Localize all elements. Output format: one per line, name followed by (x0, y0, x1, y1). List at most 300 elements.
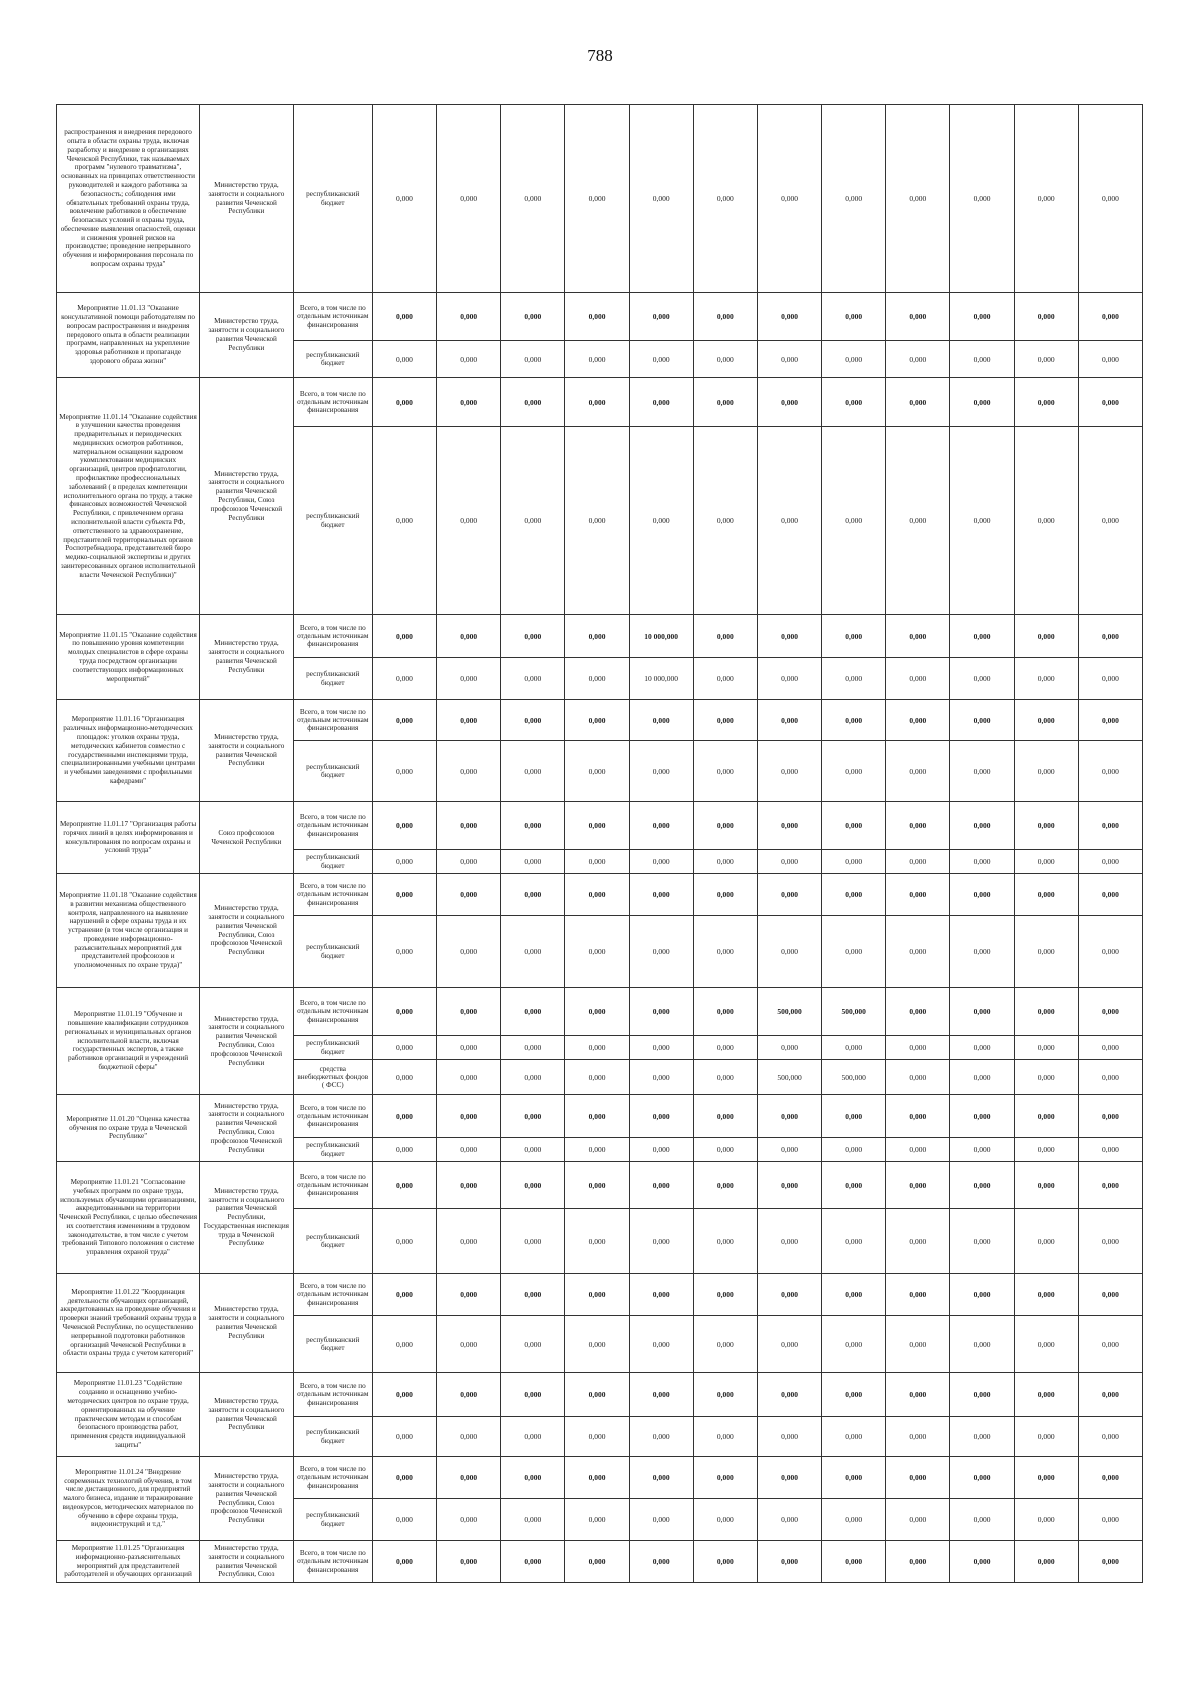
amount-cell: 0,000 (757, 741, 821, 802)
amount-cell: 0,000 (372, 1209, 436, 1274)
amount-cell: 0,000 (372, 1417, 436, 1457)
amount-cell: 0,000 (372, 1060, 436, 1095)
amount-cell: 0,000 (822, 427, 886, 615)
amount-cell: 0,000 (437, 1209, 501, 1274)
amount-cell: 0,000 (822, 916, 886, 988)
amount-cell: 0,000 (565, 1274, 629, 1316)
amount-cell: 0,000 (693, 802, 757, 850)
activity-name: Мероприятие 11.01.20 "Оценка качества обучения по охране труда в Чеченской Республике" (57, 1095, 200, 1162)
amount-cell: 0,000 (1078, 741, 1142, 802)
amount-cell: 0,000 (501, 658, 565, 700)
amount-cell: 0,000 (565, 916, 629, 988)
amount-cell: 0,000 (501, 615, 565, 658)
amount-cell: 0,000 (437, 615, 501, 658)
amount-cell: 0,000 (629, 1274, 693, 1316)
amount-cell: 0,000 (372, 1138, 436, 1162)
amount-cell: 0,000 (950, 293, 1014, 341)
amount-cell: 0,000 (886, 741, 950, 802)
amount-cell: 0,000 (693, 105, 757, 293)
amount-cell: 0,000 (1014, 850, 1078, 874)
amount-cell: 0,000 (1078, 105, 1142, 293)
table-row (57, 874, 1143, 916)
amount-cell: 0,000 (757, 874, 821, 916)
funding-source: Всего, в том числе по отдельным источникам финансирования (293, 1373, 372, 1417)
amount-cell: 0,000 (372, 916, 436, 988)
table-row (57, 700, 1143, 741)
amount-cell: 500,000 (757, 1060, 821, 1095)
executor-name: Министерство труда, занятости и социального развития Чеченской Республики (200, 700, 294, 802)
amount-cell: 0,000 (372, 741, 436, 802)
amount-cell: 0,000 (565, 1162, 629, 1209)
amount-cell: 0,000 (437, 1060, 501, 1095)
amount-cell: 500,000 (822, 1060, 886, 1095)
amount-cell: 0,000 (757, 1457, 821, 1499)
activity-name: Мероприятие 11.01.15 "Оказание содействия по повышению уровня компетенции молодых специалистов в сфере охраны труда посредством организации соответствующих информационных мероприятий" (57, 615, 200, 700)
activity-name: Мероприятие 11.01.25 "Организация информационно-разъяснительных мероприятий для представителей работодателей и обучающих организаций (57, 1541, 200, 1583)
amount-cell: 0,000 (822, 802, 886, 850)
amount-cell: 0,000 (437, 850, 501, 874)
amount-cell: 0,000 (693, 1162, 757, 1209)
table-body (57, 105, 1143, 1583)
amount-cell: 0,000 (629, 850, 693, 874)
amount-cell: 0,000 (629, 293, 693, 341)
amount-cell: 0,000 (501, 1209, 565, 1274)
executor-name: Министерство труда, занятости и социального развития Чеченской Республики, Союз профсоюзов Чеченской Республики (200, 1095, 294, 1162)
amount-cell: 0,000 (629, 1060, 693, 1095)
amount-cell: 0,000 (565, 1499, 629, 1541)
amount-cell: 0,000 (822, 1036, 886, 1060)
table-row (57, 988, 1143, 1036)
amount-cell: 0,000 (950, 1316, 1014, 1373)
amount-cell: 0,000 (501, 1162, 565, 1209)
funding-source: Всего, в том числе по отдельным источникам финансирования (293, 1162, 372, 1209)
amount-cell: 0,000 (693, 1138, 757, 1162)
amount-cell: 0,000 (693, 378, 757, 427)
amount-cell: 0,000 (886, 1373, 950, 1417)
amount-cell: 0,000 (565, 1036, 629, 1060)
table-row (57, 1162, 1143, 1209)
amount-cell: 0,000 (565, 1060, 629, 1095)
amount-cell: 0,000 (437, 293, 501, 341)
amount-cell: 0,000 (629, 1499, 693, 1541)
amount-cell: 0,000 (501, 1499, 565, 1541)
amount-cell: 0,000 (950, 874, 1014, 916)
amount-cell: 0,000 (693, 916, 757, 988)
activity-name: Мероприятие 11.01.18 "Оказание содействия в развитии механизма общественного контроля, направленного на выявление нарушений в сфере охраны труда и их устранение (в том числе организация и проведение информационно-разъяснительных мероприятий для представителей профсоюзов и уполномоченных по охране труда)" (57, 874, 200, 988)
amount-cell: 0,000 (1078, 988, 1142, 1036)
amount-cell: 0,000 (1014, 1316, 1078, 1373)
amount-cell: 0,000 (1078, 1373, 1142, 1417)
amount-cell: 0,000 (629, 1417, 693, 1457)
amount-cell: 0,000 (693, 615, 757, 658)
financing-table (56, 104, 1143, 1583)
amount-cell: 0,000 (629, 988, 693, 1036)
amount-cell: 0,000 (565, 658, 629, 700)
amount-cell: 0,000 (1078, 874, 1142, 916)
funding-source: Всего, в том числе по отдельным источникам финансирования (293, 378, 372, 427)
amount-cell: 0,000 (565, 293, 629, 341)
funding-source: Всего, в том числе по отдельным источникам финансирования (293, 802, 372, 850)
amount-cell: 0,000 (372, 1036, 436, 1060)
amount-cell: 0,000 (372, 1457, 436, 1499)
amount-cell: 0,000 (693, 1316, 757, 1373)
amount-cell: 0,000 (501, 1417, 565, 1457)
amount-cell: 0,000 (822, 293, 886, 341)
funding-source: Всего, в том числе по отдельным источникам финансирования (293, 1095, 372, 1138)
amount-cell: 0,000 (693, 874, 757, 916)
amount-cell: 0,000 (757, 427, 821, 615)
amount-cell: 0,000 (437, 1274, 501, 1316)
activity-name: распространения и внедрения передового опыта в области охраны труда, включая разработку и внедрение в организациях Чеченской Республики, так называемых программ "нулевого травматизма", основанных на принципах ответственности руководителей и каждого работника за безопасность; соблюдения ими обязательных требований охраны труда, вовлечение работников в обеспечение безопасных условий и охраны труда, обеспечение выявления опасностей, оценки и снижения уровней рисков на производстве; проведение непрерывного обучения и информирования персонала по вопросам охраны труда" (57, 105, 200, 293)
amount-cell: 0,000 (886, 1274, 950, 1316)
amount-cell: 0,000 (629, 1138, 693, 1162)
amount-cell: 0,000 (629, 1373, 693, 1417)
amount-cell: 0,000 (950, 378, 1014, 427)
amount-cell: 0,000 (1078, 1457, 1142, 1499)
executor-name: Министерство труда, занятости и социального развития Чеченской Республики, Союз профсоюзов Чеченской Республики (200, 874, 294, 988)
amount-cell: 0,000 (950, 1162, 1014, 1209)
funding-source: Всего, в том числе по отдельным источникам финансирования (293, 1274, 372, 1316)
activity-name: Мероприятие 11.01.17 "Организация работы горячих линий в целях информирования и консультирования по вопросам охраны и условий труда" (57, 802, 200, 874)
amount-cell: 0,000 (501, 1457, 565, 1499)
amount-cell: 0,000 (822, 850, 886, 874)
amount-cell: 0,000 (886, 988, 950, 1036)
amount-cell: 0,000 (1078, 378, 1142, 427)
amount-cell: 0,000 (629, 427, 693, 615)
executor-name: Министерство труда, занятости и социального развития Чеченской Республики, Союз профсоюзов Чеченской Республики (200, 988, 294, 1095)
amount-cell: 0,000 (1078, 850, 1142, 874)
amount-cell: 0,000 (1078, 293, 1142, 341)
amount-cell: 0,000 (372, 1316, 436, 1373)
activity-name: Мероприятие 11.01.16 "Организация различных информационно-методических площадок: уголков охраны труда, методических кабинетов совместно с государственными инспекциями труда, специализированными учебными центрами и учебными заведениями с профильными кафедрами" (57, 700, 200, 802)
amount-cell: 0,000 (1078, 1095, 1142, 1138)
executor-name: Министерство труда, занятости и социального развития Чеченской Республики, Союз профсоюзов Чеченской Республики (200, 1457, 294, 1541)
amount-cell: 0,000 (1014, 378, 1078, 427)
amount-cell: 0,000 (886, 293, 950, 341)
amount-cell: 0,000 (822, 105, 886, 293)
amount-cell: 0,000 (822, 1457, 886, 1499)
amount-cell: 0,000 (629, 341, 693, 378)
amount-cell: 0,000 (1014, 1417, 1078, 1457)
amount-cell: 0,000 (501, 1316, 565, 1373)
amount-cell: 0,000 (950, 1417, 1014, 1457)
amount-cell: 0,000 (693, 341, 757, 378)
amount-cell: 0,000 (437, 658, 501, 700)
amount-cell: 0,000 (437, 1541, 501, 1583)
amount-cell: 0,000 (757, 293, 821, 341)
amount-cell: 0,000 (950, 741, 1014, 802)
amount-cell: 0,000 (501, 1373, 565, 1417)
amount-cell: 0,000 (372, 341, 436, 378)
amount-cell: 0,000 (1078, 341, 1142, 378)
amount-cell: 0,000 (950, 1036, 1014, 1060)
amount-cell: 0,000 (886, 615, 950, 658)
amount-cell: 0,000 (372, 1162, 436, 1209)
amount-cell: 0,000 (372, 658, 436, 700)
amount-cell: 0,000 (437, 1457, 501, 1499)
amount-cell: 0,000 (501, 700, 565, 741)
activity-name: Мероприятие 11.01.19 "Обучение и повышение квалификации сотрудников региональных и муниципальных органов исполнительной власти, включая государственных экспертов, а также работников организаций и учреждений бюджетной сферы" (57, 988, 200, 1095)
amount-cell: 0,000 (1014, 916, 1078, 988)
amount-cell: 0,000 (565, 615, 629, 658)
amount-cell: 0,000 (629, 1095, 693, 1138)
amount-cell: 0,000 (886, 1316, 950, 1373)
amount-cell: 0,000 (693, 1499, 757, 1541)
amount-cell: 0,000 (822, 741, 886, 802)
amount-cell: 0,000 (1014, 1499, 1078, 1541)
executor-name: Министерство труда, занятости и социального развития Чеченской Республики (200, 615, 294, 700)
amount-cell: 0,000 (757, 1373, 821, 1417)
amount-cell: 0,000 (565, 874, 629, 916)
amount-cell: 0,000 (757, 1417, 821, 1457)
amount-cell: 0,000 (822, 700, 886, 741)
amount-cell: 0,000 (437, 1373, 501, 1417)
amount-cell: 0,000 (822, 1417, 886, 1457)
amount-cell: 0,000 (1014, 1457, 1078, 1499)
amount-cell: 0,000 (1014, 105, 1078, 293)
amount-cell: 0,000 (565, 741, 629, 802)
activity-name: Мероприятие 11.01.24 "Внедрение современных технологий обучения, в том числе дистанционного, для предприятий малого бизнеса, издание и тиражирование видеокурсов, методических материалов по обучению в сфере охраны труда, видеоинструкций и т.д." (57, 1457, 200, 1541)
amount-cell: 0,000 (629, 378, 693, 427)
amount-cell: 0,000 (372, 700, 436, 741)
funding-source: Всего, в том числе по отдельным источникам финансирования (293, 615, 372, 658)
amount-cell: 0,000 (437, 916, 501, 988)
amount-cell: 0,000 (565, 1316, 629, 1373)
amount-cell: 0,000 (1078, 916, 1142, 988)
amount-cell: 0,000 (1014, 1138, 1078, 1162)
executor-name: Министерство труда, занятости и социального развития Чеченской Республики (200, 293, 294, 378)
amount-cell: 0,000 (565, 105, 629, 293)
funding-source: Всего, в том числе по отдельным источникам финансирования (293, 293, 372, 341)
funding-source: республиканский бюджет (293, 1316, 372, 1373)
table-row (57, 378, 1143, 427)
amount-cell: 0,000 (501, 1036, 565, 1060)
amount-cell: 0,000 (1014, 700, 1078, 741)
funding-source: республиканский бюджет (293, 1138, 372, 1162)
amount-cell: 0,000 (1014, 658, 1078, 700)
executor-name: Министерство труда, занятости и социального развития Чеченской Республики (200, 1274, 294, 1373)
amount-cell: 0,000 (372, 874, 436, 916)
amount-cell: 0,000 (950, 105, 1014, 293)
amount-cell: 0,000 (822, 1274, 886, 1316)
amount-cell: 0,000 (565, 1095, 629, 1138)
amount-cell: 0,000 (437, 1499, 501, 1541)
amount-cell: 0,000 (501, 741, 565, 802)
amount-cell: 0,000 (372, 105, 436, 293)
activity-name: Мероприятие 11.01.14 "Оказание содействия в улучшении качества проведения предварительных и периодических медицинских осмотров работников, материальном оснащении кадровом укомплектовании медицинских организаций, центров профпатологии, профилактике профессиональных заболеваний ( в пределах компетенции исполнительного органа по труду, а также финансовых возможностей Чеченской Республики, с привлечением органа исполнительной власти субъекта РФ, ответственного за здравоохранение, представителей территориальных органов Роспотребнадзора, представителей бюро медико-социальной экспертизы и других заинтересованных органов исполнительной власти Чеченской Республики)" (57, 378, 200, 615)
amount-cell: 0,000 (757, 1274, 821, 1316)
amount-cell: 0,000 (950, 700, 1014, 741)
amount-cell: 0,000 (501, 1541, 565, 1583)
amount-cell: 0,000 (629, 1036, 693, 1060)
amount-cell: 0,000 (565, 1417, 629, 1457)
amount-cell: 0,000 (372, 1095, 436, 1138)
amount-cell: 0,000 (757, 1209, 821, 1274)
amount-cell: 0,000 (886, 378, 950, 427)
amount-cell: 0,000 (693, 1274, 757, 1316)
amount-cell: 0,000 (1014, 1060, 1078, 1095)
amount-cell: 0,000 (565, 1373, 629, 1417)
amount-cell: 0,000 (501, 105, 565, 293)
amount-cell: 0,000 (950, 1373, 1014, 1417)
amount-cell: 0,000 (1014, 1274, 1078, 1316)
amount-cell: 0,000 (501, 1274, 565, 1316)
amount-cell: 0,000 (693, 1036, 757, 1060)
amount-cell: 0,000 (757, 802, 821, 850)
funding-source: Всего, в том числе по отдельным источникам финансирования (293, 1541, 372, 1583)
amount-cell: 0,000 (757, 658, 821, 700)
amount-cell: 10 000,000 (629, 658, 693, 700)
amount-cell: 0,000 (372, 802, 436, 850)
funding-source: республиканский бюджет (293, 341, 372, 378)
amount-cell: 0,000 (693, 741, 757, 802)
table-row (57, 105, 1143, 293)
amount-cell: 0,000 (950, 850, 1014, 874)
amount-cell: 0,000 (565, 988, 629, 1036)
amount-cell: 0,000 (372, 1274, 436, 1316)
amount-cell: 0,000 (372, 988, 436, 1036)
amount-cell: 0,000 (822, 341, 886, 378)
amount-cell: 0,000 (565, 427, 629, 615)
amount-cell: 0,000 (886, 916, 950, 988)
amount-cell: 0,000 (437, 1095, 501, 1138)
amount-cell: 0,000 (437, 874, 501, 916)
amount-cell: 0,000 (437, 427, 501, 615)
amount-cell: 0,000 (1078, 1060, 1142, 1095)
amount-cell: 0,000 (693, 427, 757, 615)
amount-cell: 0,000 (886, 802, 950, 850)
amount-cell: 0,000 (1078, 1162, 1142, 1209)
activity-name: Мероприятие 11.01.21 "Согласование учебных программ по охране труда, используемых обучающими организациями, аккредитованными на территории Чеченской Республики, с целью обеспечения их соответствия изменениям в трудовом законодательстве, в том числе с учетом требований Типового положения о системе управления охраной труда" (57, 1162, 200, 1274)
amount-cell: 0,000 (372, 427, 436, 615)
amount-cell: 0,000 (437, 1162, 501, 1209)
amount-cell: 0,000 (950, 916, 1014, 988)
amount-cell: 0,000 (693, 1457, 757, 1499)
amount-cell: 0,000 (886, 700, 950, 741)
amount-cell: 0,000 (629, 741, 693, 802)
amount-cell: 0,000 (565, 802, 629, 850)
amount-cell: 0,000 (1014, 293, 1078, 341)
amount-cell: 0,000 (757, 1499, 821, 1541)
table-row (57, 1541, 1143, 1583)
amount-cell: 0,000 (757, 1316, 821, 1373)
amount-cell: 0,000 (1014, 1373, 1078, 1417)
amount-cell: 0,000 (1014, 802, 1078, 850)
amount-cell: 0,000 (501, 1095, 565, 1138)
amount-cell: 0,000 (437, 700, 501, 741)
amount-cell: 0,000 (757, 1138, 821, 1162)
executor-name: Министерство труда, занятости и социального развития Чеченской Республики (200, 1373, 294, 1457)
amount-cell: 0,000 (757, 1541, 821, 1583)
amount-cell: 0,000 (501, 1138, 565, 1162)
amount-cell: 0,000 (886, 850, 950, 874)
amount-cell: 0,000 (437, 341, 501, 378)
amount-cell: 500,000 (822, 988, 886, 1036)
amount-cell: 0,000 (1078, 1417, 1142, 1457)
amount-cell: 0,000 (372, 293, 436, 341)
amount-cell: 0,000 (629, 802, 693, 850)
amount-cell: 0,000 (1078, 1209, 1142, 1274)
amount-cell: 0,000 (1078, 1316, 1142, 1373)
amount-cell: 0,000 (629, 105, 693, 293)
amount-cell: 0,000 (693, 1209, 757, 1274)
amount-cell: 0,000 (757, 1095, 821, 1138)
amount-cell: 0,000 (1078, 615, 1142, 658)
amount-cell: 0,000 (757, 341, 821, 378)
amount-cell: 0,000 (693, 700, 757, 741)
amount-cell: 0,000 (629, 1457, 693, 1499)
amount-cell: 0,000 (950, 1060, 1014, 1095)
amount-cell: 0,000 (950, 1138, 1014, 1162)
funding-source: Всего, в том числе по отдельным источникам финансирования (293, 700, 372, 741)
amount-cell: 0,000 (629, 1316, 693, 1373)
amount-cell: 0,000 (950, 658, 1014, 700)
amount-cell: 0,000 (1078, 700, 1142, 741)
amount-cell: 0,000 (1078, 658, 1142, 700)
table-row (57, 615, 1143, 658)
amount-cell: 0,000 (822, 1316, 886, 1373)
amount-cell: 0,000 (693, 850, 757, 874)
amount-cell: 0,000 (693, 1373, 757, 1417)
amount-cell: 0,000 (565, 1138, 629, 1162)
amount-cell: 0,000 (693, 293, 757, 341)
amount-cell: 0,000 (565, 1541, 629, 1583)
amount-cell: 0,000 (886, 658, 950, 700)
table-row (57, 802, 1143, 850)
amount-cell: 0,000 (372, 615, 436, 658)
funding-source: Всего, в том числе по отдельным источникам финансирования (293, 988, 372, 1036)
amount-cell: 0,000 (437, 105, 501, 293)
amount-cell: 0,000 (886, 1209, 950, 1274)
funding-source: республиканский бюджет (293, 850, 372, 874)
amount-cell: 0,000 (886, 1095, 950, 1138)
executor-name: Министерство труда, занятости и социального развития Чеченской Республики, Государственная инспекция труда в Чеченской Республике (200, 1162, 294, 1274)
amount-cell: 0,000 (372, 1541, 436, 1583)
amount-cell: 0,000 (565, 1457, 629, 1499)
amount-cell: 0,000 (950, 615, 1014, 658)
amount-cell: 0,000 (886, 341, 950, 378)
amount-cell: 0,000 (1014, 1541, 1078, 1583)
amount-cell: 0,000 (501, 427, 565, 615)
amount-cell: 0,000 (437, 741, 501, 802)
amount-cell: 0,000 (1014, 1209, 1078, 1274)
funding-source: республиканский бюджет (293, 1417, 372, 1457)
amount-cell: 0,000 (950, 1095, 1014, 1138)
amount-cell: 0,000 (437, 1036, 501, 1060)
amount-cell: 0,000 (757, 1162, 821, 1209)
amount-cell: 0,000 (757, 916, 821, 988)
funding-source: республиканский бюджет (293, 741, 372, 802)
amount-cell: 0,000 (501, 850, 565, 874)
amount-cell: 0,000 (501, 988, 565, 1036)
amount-cell: 0,000 (372, 378, 436, 427)
amount-cell: 0,000 (886, 1541, 950, 1583)
amount-cell: 0,000 (822, 1209, 886, 1274)
funding-source: республиканский бюджет (293, 105, 372, 293)
amount-cell: 0,000 (565, 341, 629, 378)
amount-cell: 0,000 (565, 850, 629, 874)
executor-name: Министерство труда, занятости и социального развития Чеченской Республики, Союз профсоюзов Чеченской Республики (200, 378, 294, 615)
executor-name: Союз профсоюзов Чеченской Республики (200, 802, 294, 874)
amount-cell: 0,000 (693, 1541, 757, 1583)
amount-cell: 0,000 (822, 874, 886, 916)
amount-cell: 0,000 (501, 1060, 565, 1095)
amount-cell: 0,000 (1014, 874, 1078, 916)
executor-name: Министерство труда, занятости и социального развития Чеченской Республики (200, 105, 294, 293)
amount-cell: 0,000 (693, 658, 757, 700)
amount-cell: 0,000 (565, 1209, 629, 1274)
amount-cell: 0,000 (501, 874, 565, 916)
